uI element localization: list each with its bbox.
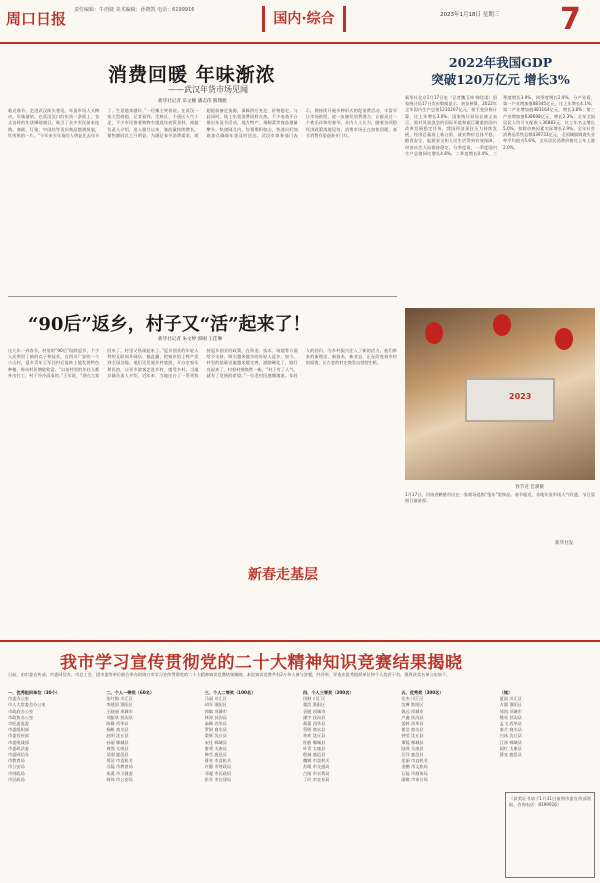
note-box: （获奖证书请于1月31日前到市委宣传部领取，咨询电话：8199916） — [505, 792, 595, 878]
list-item: 市人大常委会办公室 — [8, 702, 46, 708]
list-item: 王晓丽 项城市 — [106, 708, 133, 714]
list-item: 魏娜 市直机关 — [302, 758, 330, 764]
list-item: 潘宇 扶沟县 — [302, 714, 326, 720]
page-number: 7 — [560, 2, 581, 37]
list-item: 袁媛 项城市 — [302, 708, 326, 714]
lantern-shape — [425, 322, 443, 344]
spring-festival-column-logo — [242, 528, 392, 610]
photo-caption: 1月17日，河南省鹤壁市民在一家商场选购“兔年”装饰品。春节临近，各地年货市场人气旺盛，节日氛围日渐浓厚。 — [405, 492, 595, 504]
list-item: 张红梅 川汇区 — [106, 696, 133, 702]
list-item: 罗娟 商水县 — [204, 727, 227, 733]
list-item: 宋佳 郸城县 — [204, 739, 227, 745]
list-item: 熊英 扶沟县 — [499, 714, 522, 720]
article-returning-youth — [8, 300, 397, 636]
list-item: 市政府办公室 — [8, 708, 34, 714]
article-subtitle: ——武汉年货市场见闻 — [168, 85, 248, 94]
list-heading: 四、个人三等奖（200名） — [302, 690, 354, 695]
column-logo-text — [248, 564, 318, 584]
list-item: 董浩 淮阳区 — [302, 702, 326, 708]
list-item: 韩雪 鹿邑县 — [204, 752, 227, 758]
column-logo-main: 新春 — [248, 567, 276, 583]
list-item: 薛亮 鹿邑县 — [499, 752, 522, 758]
list-heading: （续） — [499, 690, 513, 695]
list-item: 蒋蕾 西华县 — [302, 721, 326, 727]
article-intro: 日前，由市委宣传部、市委网信办、市总工会、团市委等单位联合举办的周口市学习宣传贯彻党的二十大精神知识竞赛结果揭晓。本次知识竞赛共有2万余人参与答题，经评审，评选出优秀组织单位和个人奖若干名，现将获奖名单公布如下。 — [8, 672, 451, 677]
gdp-headline — [413, 54, 588, 88]
list-item: 崔浩 商水县 — [401, 727, 424, 733]
list-item: 唐勇 太康县 — [204, 745, 227, 751]
list-item: 邹凯 项城市 — [499, 708, 522, 714]
article-headline: 我市学习宣传贯彻党的二十大精神知识竞赛结果揭晓 — [60, 653, 463, 673]
list-item: 李建国 淮阳区 — [106, 702, 133, 708]
list-item: 市委统战部 — [8, 739, 29, 745]
list-item: 马丽 川汇区 — [204, 696, 227, 702]
list-item: 姜婷 西华县 — [401, 721, 424, 727]
list-item: 高峰 西华县 — [204, 721, 227, 727]
list-item: 方圆 淮阳区 — [499, 702, 522, 708]
lantern-shape — [493, 314, 511, 336]
gdp-headline-line2: 突破120万亿元 增长3% — [431, 72, 570, 87]
article-headline: 消费回暖 年味渐浓 — [108, 64, 276, 86]
list-item: 冯磊 市教育局 — [106, 764, 133, 770]
list-item: 市委网信办 — [8, 752, 29, 758]
list-item: 梁辉 沈丘县 — [204, 733, 227, 739]
article-byline: 新华社记者 朱文婷 郭刚 王佳琳 — [158, 337, 223, 342]
list-item: 市政协办公室 — [8, 714, 34, 720]
gdp-headline-line1: 2022年我国GDP — [448, 55, 553, 70]
list-item: 市纪委监委 — [8, 721, 29, 727]
list-item: 陆瑶 太康县 — [401, 745, 424, 751]
list-item: 石磊 市商务局 — [401, 770, 428, 776]
list-item: 孟飞 西华县 — [499, 721, 522, 727]
list-item: 市财政局 — [8, 770, 25, 776]
photo-credit: 春节近 佳骐摄 — [515, 485, 545, 490]
list-item: 汪洋 鹿邑县 — [401, 752, 424, 758]
list-item: 何伟 市公安局 — [106, 776, 133, 782]
list-item: 范丽 市直机关 — [401, 758, 428, 764]
list-heading: 三、个人二等奖（100名） — [204, 690, 256, 695]
gdp-body: 新华社北京1月17日电（记者魏玉坤 韩佳诺）国家统计局17日发布数据显示，初步核算，2022年全年国内生产总值1210207亿元，按不变价格计算，比上年增长3.0%。国家统计局局长康义表示，面对风高浪急的国际环境和艰巨繁重的国内改革发展稳定任务，我国经济顶住压力持续发展，经济总量再上新台阶，就业物价总体平稳，粮食安全、能源安全和人民生活得到有效保障，经济社会大局保持稳定。分季度看，一季度国内生产总值同比增长4.8%，二季度增长0.4%，三季度增长3.9%，四季度增长2.9%。分产业看，第一产业增加值88345亿元，比上年增长4.1%；第二产业增加值483164亿元，增长3.8%；第三产业增加值638698亿元，增长2.3%。全年全国居民人均可支配收入36883元，比上年名义增长5.0%，扣除价格因素实际增长2.9%。全年社会消费品零售总额439733亿元，全国城镇调查失业率平均值为5.6%，全年居民消费价格比上年上涨2.0%。 — [405, 95, 595, 156]
list-item: 苏晴 市交通局 — [302, 764, 330, 770]
article-consumption — [8, 52, 397, 297]
list-item: 蔡明 商水县 — [302, 727, 326, 733]
list-item: 夏雨 川汇区 — [499, 696, 522, 702]
list-heading: 一、优秀组织单位（30个） — [8, 690, 60, 695]
column-logo-accent: 走 — [276, 567, 290, 583]
list-heading: 二、个人一等奖（60名） — [106, 690, 155, 695]
list-item: 赵明 沈丘县 — [106, 733, 129, 739]
article-contest-results — [0, 642, 600, 883]
list-item: 市委办公室 — [8, 696, 29, 702]
list-item: 曹亮 市直机关 — [204, 758, 232, 764]
list-item: 林涛 扶沟县 — [204, 714, 227, 720]
list-item: 陈静 西华县 — [106, 721, 129, 727]
newspaper-logo: 周口日报 — [6, 10, 67, 28]
list-item: 吕刚 市水利局 — [302, 770, 330, 776]
list-item: 江涛 郸城县 — [499, 739, 522, 745]
masthead — [0, 0, 600, 44]
list-item: 沈琳 淮阳区 — [401, 702, 424, 708]
photo-source: 新华社发 — [555, 541, 574, 546]
list-item: 朱燕 市卫健委 — [106, 770, 133, 776]
list-item: 市公安局 — [8, 764, 25, 770]
list-item: 市教育局 — [8, 758, 25, 764]
list-item: 郑洁 市直机关 — [106, 758, 133, 764]
article-byline: 新华社记者 乐文婉 潘志伟 熊翔鹤 — [158, 99, 227, 104]
list-item: 白冰 沈丘县 — [499, 733, 522, 739]
list-item: 谭磊 郸城县 — [401, 739, 424, 745]
list-heading: 五、优秀奖（300名） — [401, 690, 444, 695]
list-item: 金鹏 市文旅局 — [401, 764, 428, 770]
list-item: 程诚 鹿邑县 — [302, 752, 326, 758]
list-item: 丁玲 市农业局 — [302, 776, 330, 782]
list-item: 市民政局 — [8, 776, 25, 782]
list-item: 姚远 项城市 — [401, 708, 424, 714]
list-item: 钟莹 沈丘县 — [401, 733, 424, 739]
list-item: 市委组织部 — [8, 727, 29, 733]
list-item: 阎红 太康县 — [499, 745, 522, 751]
list-item: 杜鹃 郸城县 — [302, 739, 326, 745]
list-item: 任杰 川汇区 — [401, 696, 424, 702]
news-photo — [405, 308, 595, 480]
list-item: 余欢 沈丘县 — [302, 733, 326, 739]
list-item: 刘振华 扶沟县 — [106, 714, 133, 720]
photo-sign-text: 2023 — [509, 392, 532, 401]
list-item: 吴刚 鹿邑县 — [106, 752, 129, 758]
list-item: 胡军 淮阳区 — [204, 702, 227, 708]
list-item: 市委宣传部 — [8, 733, 29, 739]
issue-date: 2023年1月18日 星期三 — [440, 12, 500, 18]
article-body: 临近春节，走进武汉街头巷尾，年货市场人头攒动，年味渐浓。在武汉汉口的年货一条街上，各式各样的年货琳琅满目，吸引了众多市民前来选购。春联、灯笼、中国结等喜庆商品摆满货架，红彤彤的一片。“今年来买年货的人明显比去年多了，生意越来越好。”一位摊主笑着说。在武汉一家大型商超，记者看到，生鲜区、干货区人气十足，不少市民推着购物车挑选年夜饭食材。商超负责人介绍，进入腊月以来，客流量持续增长，销售额同比上升明显。为满足春节消费需求，商超提前备足货源，保障供应充足、价格稳定。与此同时，线上年货消费同样火热。不少电商平台推出年货节活动，地方特产、预制菜等商品销量攀升。快递网点内，包裹堆积如山，快递员们加班加点确保年货及时送达。武汉市商务部门表示，将持续开展多种形式的促消费活动，丰富节日市场供给，进一步激发消费潜力，让群众过一个欢乐祥和的春节。业内人士认为，随着各项稳经济政策落地见效，消费市场正在加快回暖，春节消费有望迎来开门红。 — [8, 108, 397, 138]
list-item: 邓超 市民政局 — [204, 770, 232, 776]
list-item: 周强 太康县 — [106, 745, 129, 751]
article-body: 这几年一到春节，村里的“90后”陆续返乡，不少人还带回了新的点子和技术。在四川广安的一个小山村，返乡青年王军回村后流转土地发展特色种植，带动村民增收致富。“以前村里的年轻人都外出打工，村子冷冷清清的。”王军说，“现在大家回来了，村里又热闹起来了。”返乡创业的年轻人利用互联网开网店、搞直播，把家乡的土特产卖到全国各地。他们还发展乡村旅游，开办农家乐和民宿，让更多游客走进乡村、感受乡村。当地乡镇负责人介绍，近年来，当地出台了一系列扶持返乡创业的政策，在资金、技术、场地等方面给予支持，吸引越来越多的年轻人返乡。如今，村里的基础设施越来越完善，道路硬化了，路灯亮起来了，村容村貌焕然一新。“村子有了人气，就有了发展的希望。”一位老村民感慨地说。年轻人的回归，为乡村振兴注入了新的活力。他们带来的新理念、新技术、新业态，正在改变着乡村的面貌，让古老的村庄焕发出勃勃生机。 — [8, 348, 397, 378]
list-item: 彭芳 市住建局 — [204, 776, 232, 782]
list-item: 叶青 太康县 — [302, 745, 326, 751]
list-item: 廖敏 市审计局 — [401, 776, 428, 782]
article-gdp — [405, 50, 595, 635]
list-item: 市委政法委 — [8, 745, 29, 751]
list-item: 许静 市财政局 — [204, 764, 232, 770]
column-logo-tail: 基层 — [290, 567, 318, 583]
article-headline: “90后”返乡，村子又“活”起来了！ — [28, 314, 311, 335]
editors-line: 责任编辑：牛雨婕 美术编辑：孙晓凯 电话：6199916 — [74, 7, 195, 13]
list-item: 秦月 商水县 — [499, 727, 522, 733]
lantern-shape — [555, 328, 573, 350]
list-item: 田野 川汇区 — [302, 696, 326, 702]
section-title: 国内·综合 — [262, 6, 346, 32]
list-item: 郭敏 项城市 — [204, 708, 227, 714]
list-item: 孙丽 郸城县 — [106, 739, 129, 745]
list-item: 卢鑫 扶沟县 — [401, 714, 424, 720]
list-item: 杨帆 商水县 — [106, 727, 129, 733]
